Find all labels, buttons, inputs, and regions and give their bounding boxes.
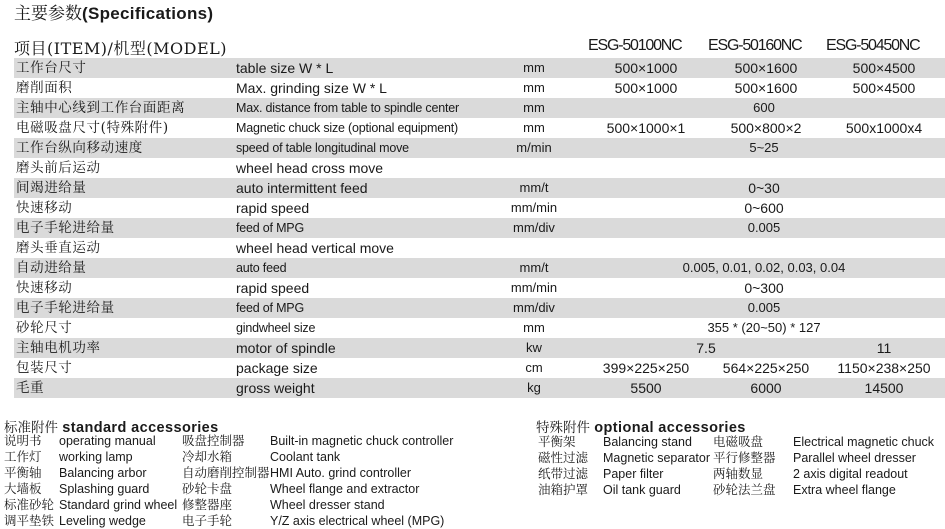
spec-unit: mm [523,120,545,135]
spec-label-cn: 磨削面积 [16,80,73,96]
spec-label-en: Magnetic chuck size (optional equipment) [236,121,458,135]
accessory-name-cn: 标准砂轮 [4,497,55,512]
spec-value-all-models: 600 [753,100,775,115]
spec-table-header [14,34,945,58]
accessory-name-en: Standard grind wheel [59,498,178,512]
accessory-name-cn: 冷却水箱 [182,449,233,464]
spec-row [14,158,945,178]
accessory-name-cn: 砂轮卡盘 [182,481,233,496]
standard-accessory-item [182,449,341,465]
spec-label-en: rapid speed [236,280,310,296]
spec-row [14,298,945,318]
accessory-name-cn: 调平垫铁 [4,513,55,528]
spec-row [14,258,945,278]
spec-row [14,378,945,398]
spec-unit: mm/min [510,200,558,215]
accessory-name-en: working lamp [59,450,133,464]
spec-unit: kg [527,380,541,395]
standard-accessory-item [182,497,385,513]
optional-accessory-item [713,434,935,450]
accessory-name-en: Oil tank guard [603,483,681,497]
spec-value-model-1: 5500 [630,380,662,396]
accessory-name-cn: 平衡轴 [4,465,42,480]
spec-label-en: table size W * L [236,60,334,76]
spec-row [14,238,945,258]
spec-label-cn: 工作台纵向移动速度 [16,140,143,156]
accessory-name-cn: 平衡架 [538,434,576,449]
spec-unit: kw [526,340,542,355]
model-header-3: ESG-50450NC [826,37,920,54]
standard-accessory-item [4,481,150,497]
spec-label-cn: 磨头垂直运动 [16,240,101,256]
accessory-name-cn: 大墙板 [4,481,42,496]
spec-value-model-3: 14500 [864,380,904,396]
spec-label-en: gindwheel size [236,321,316,335]
accessory-name-en: Paper filter [603,467,664,481]
standard-accessory-item [182,481,420,497]
spec-value-model-2: 500×800×2 [730,120,802,136]
spec-value-model-3: 500x1000x4 [845,120,923,136]
spec-label-cn: 主轴中心线到工作台面距离 [16,100,186,116]
accessory-name-cn: 油箱护罩 [538,482,589,497]
spec-value-model-3: 500×4500 [852,80,916,96]
spec-table [14,58,945,398]
spec-value-all-models: 0~300 [744,280,784,296]
accessory-name-cn: 纸带过滤 [538,466,589,481]
accessory-name-en: Coolant tank [270,450,341,464]
accessory-name-en: Y/Z axis electrical wheel (MPG) [270,514,445,528]
spec-label-cn: 电磁吸盘尺寸(特殊附件) [16,120,169,136]
spec-label-cn: 毛重 [16,380,45,396]
spec-label-cn: 砂轮尺寸 [16,320,73,336]
accessory-name-cn: 吸盘控制器 [182,433,245,448]
standard-accessory-item [4,497,178,513]
spec-label-en: Max. grinding size W * L [236,80,387,96]
spec-unit: m/min [516,140,552,155]
standard-heading-en: standard accessories [62,420,219,436]
spec-row [14,318,945,338]
spec-label-cn: 自动进给量 [16,260,87,276]
spec-value-all-models: 0~600 [744,200,784,216]
optional-accessory-item [538,434,692,450]
spec-label-en: speed of table longitudinal move [236,141,409,155]
spec-label-en: package size [236,360,318,376]
accessory-name-cn: 修整器座 [182,497,233,512]
spec-label-en: auto intermittent feed [236,180,368,196]
optional-accessories-heading [536,416,746,436]
spec-value-model-2: 500×1600 [734,80,798,96]
spec-value-all-models: 0.005, 0.01, 0.02, 0.03, 0.04 [682,260,846,275]
spec-label-cn: 磨头前后运动 [16,160,101,176]
standard-heading-cn: 标准附件 [4,420,58,436]
spec-label-cn: 主轴电机功率 [16,340,101,356]
title-english: (Specifications) [82,4,214,23]
standard-accessory-item [4,449,133,465]
spec-value-model-2: 6000 [750,380,782,396]
spec-label-cn: 快速移动 [16,280,73,296]
spec-unit: mm [523,80,545,95]
optional-accessory-item [538,466,664,482]
accessory-name-cn: 电子手轮 [182,513,233,528]
spec-label-en: motor of spindle [236,340,336,356]
standard-accessory-item [182,513,445,529]
spec-value-all-models: 355 * (20~50) * 127 [707,320,821,335]
accessory-name-en: 2 axis digital readout [793,467,908,481]
spec-row [14,118,945,138]
accessory-name-cn: 磁性过滤 [538,450,589,465]
spec-label-cn: 快速移动 [16,200,73,216]
accessory-name-en: Balancing stand [603,435,692,449]
spec-label-cn: 电子手轮进给量 [16,220,115,236]
spec-value-model-3: 1150×238×250 [837,360,931,376]
accessory-name-en: Leveling wedge [59,514,146,528]
spec-value-model-2: 564×225×250 [722,360,810,376]
spec-row [14,138,945,158]
spec-value-model-1: 500×1000 [614,60,678,76]
spec-row [14,358,945,378]
accessory-name-en: Splashing guard [59,482,150,496]
optional-accessory-item [713,482,896,498]
spec-value-all-models: 0.005 [747,300,781,315]
optional-accessory-item [713,450,916,466]
spec-unit: mm [523,100,545,115]
spec-value-model-2: 500×1600 [734,60,798,76]
spec-label-en: auto feed [236,261,287,275]
spec-label-en: gross weight [236,380,315,396]
spec-row [14,218,945,238]
spec-value-model-1: 500×1000 [614,80,678,96]
accessory-name-cn: 说明书 [4,433,42,448]
spec-label-en: rapid speed [236,200,310,216]
spec-label-cn: 电子手轮进给量 [16,300,115,316]
accessory-name-en: Electrical magnetic chuck [793,435,935,449]
spec-row [14,178,945,198]
accessory-name-en: HMI Auto. grind controller [270,466,412,480]
spec-row [14,98,945,118]
standard-accessory-item [182,433,454,449]
standard-accessory-item [4,465,147,481]
spec-row [14,198,945,218]
accessory-name-en: Magnetic separator [603,451,711,465]
accessory-name-cn: 平行修整器 [713,450,776,465]
spec-value-model-1: 399×225×250 [602,360,690,376]
accessory-name-cn: 砂轮法兰盘 [713,482,776,497]
accessory-name-en: Parallel wheel dresser [793,451,916,465]
spec-label-en: feed of MPG [236,221,304,235]
optional-accessory-item [538,482,681,498]
spec-value-model-3: 500×4500 [852,60,916,76]
spec-label-cn: 包装尺寸 [16,360,73,376]
spec-value-all-models: 0~30 [748,180,780,196]
item-model-label: 项目(ITEM)/机型(MODEL) [14,39,228,58]
spec-label-en: wheel head cross move [236,160,384,176]
standard-accessory-item [4,513,146,529]
spec-unit: mm [523,60,545,75]
accessory-name-en: Built-in magnetic chuck controller [270,434,454,448]
model-header-1: ESG-50100NC [588,37,682,54]
spec-value-model-3: 11 [876,340,892,356]
spec-unit: mm [523,320,545,335]
optional-heading-cn: 特殊附件 [536,420,590,436]
accessory-name-en: Balancing arbor [59,466,147,480]
page-title [14,3,213,25]
spec-row [14,338,945,358]
accessory-name-en: Wheel flange and extractor [270,482,420,496]
optional-accessory-item [538,450,711,466]
accessory-name-cn: 两轴数显 [713,466,764,481]
model-header-2: ESG-50160NC [708,37,802,54]
spec-label-en: Max. distance from table to spindle center [236,101,459,115]
accessory-name-en: operating manual [59,434,156,448]
spec-unit: mm/t [519,260,549,275]
accessory-name-en: Wheel dresser stand [270,498,385,512]
accessory-name-cn: 工作灯 [4,449,42,464]
accessory-name-cn: 自动磨削控制器 [182,465,270,480]
spec-row [14,278,945,298]
spec-unit: mm/t [519,180,549,195]
spec-label-en: wheel head vertical move [236,240,394,256]
spec-unit: mm/div [513,220,555,235]
standard-accessory-item [182,465,412,481]
spec-value-all-models: 0.005 [747,220,781,235]
spec-label-cn: 工作台尺寸 [16,60,87,76]
accessory-name-cn: 电磁吸盘 [713,434,764,449]
optional-accessory-item [713,466,908,482]
spec-value-model-1: 500×1000×1 [606,120,686,136]
standard-accessory-item [4,433,156,449]
spec-unit: cm [525,360,543,375]
spec-unit: mm/div [513,300,555,315]
title-chinese: 主要参数 [14,4,82,24]
accessory-name-en: Extra wheel flange [793,483,896,497]
spec-label-en: feed of MPG [236,301,304,315]
spec-value-model-1-2: 7.5 [696,340,716,356]
spec-row [14,78,945,98]
spec-value-all-models: 5~25 [749,140,779,155]
optional-heading-en: optional accessories [594,420,746,436]
spec-label-cn: 间竭进给量 [16,180,87,196]
spec-unit: mm/min [510,280,558,295]
spec-row [14,58,945,78]
